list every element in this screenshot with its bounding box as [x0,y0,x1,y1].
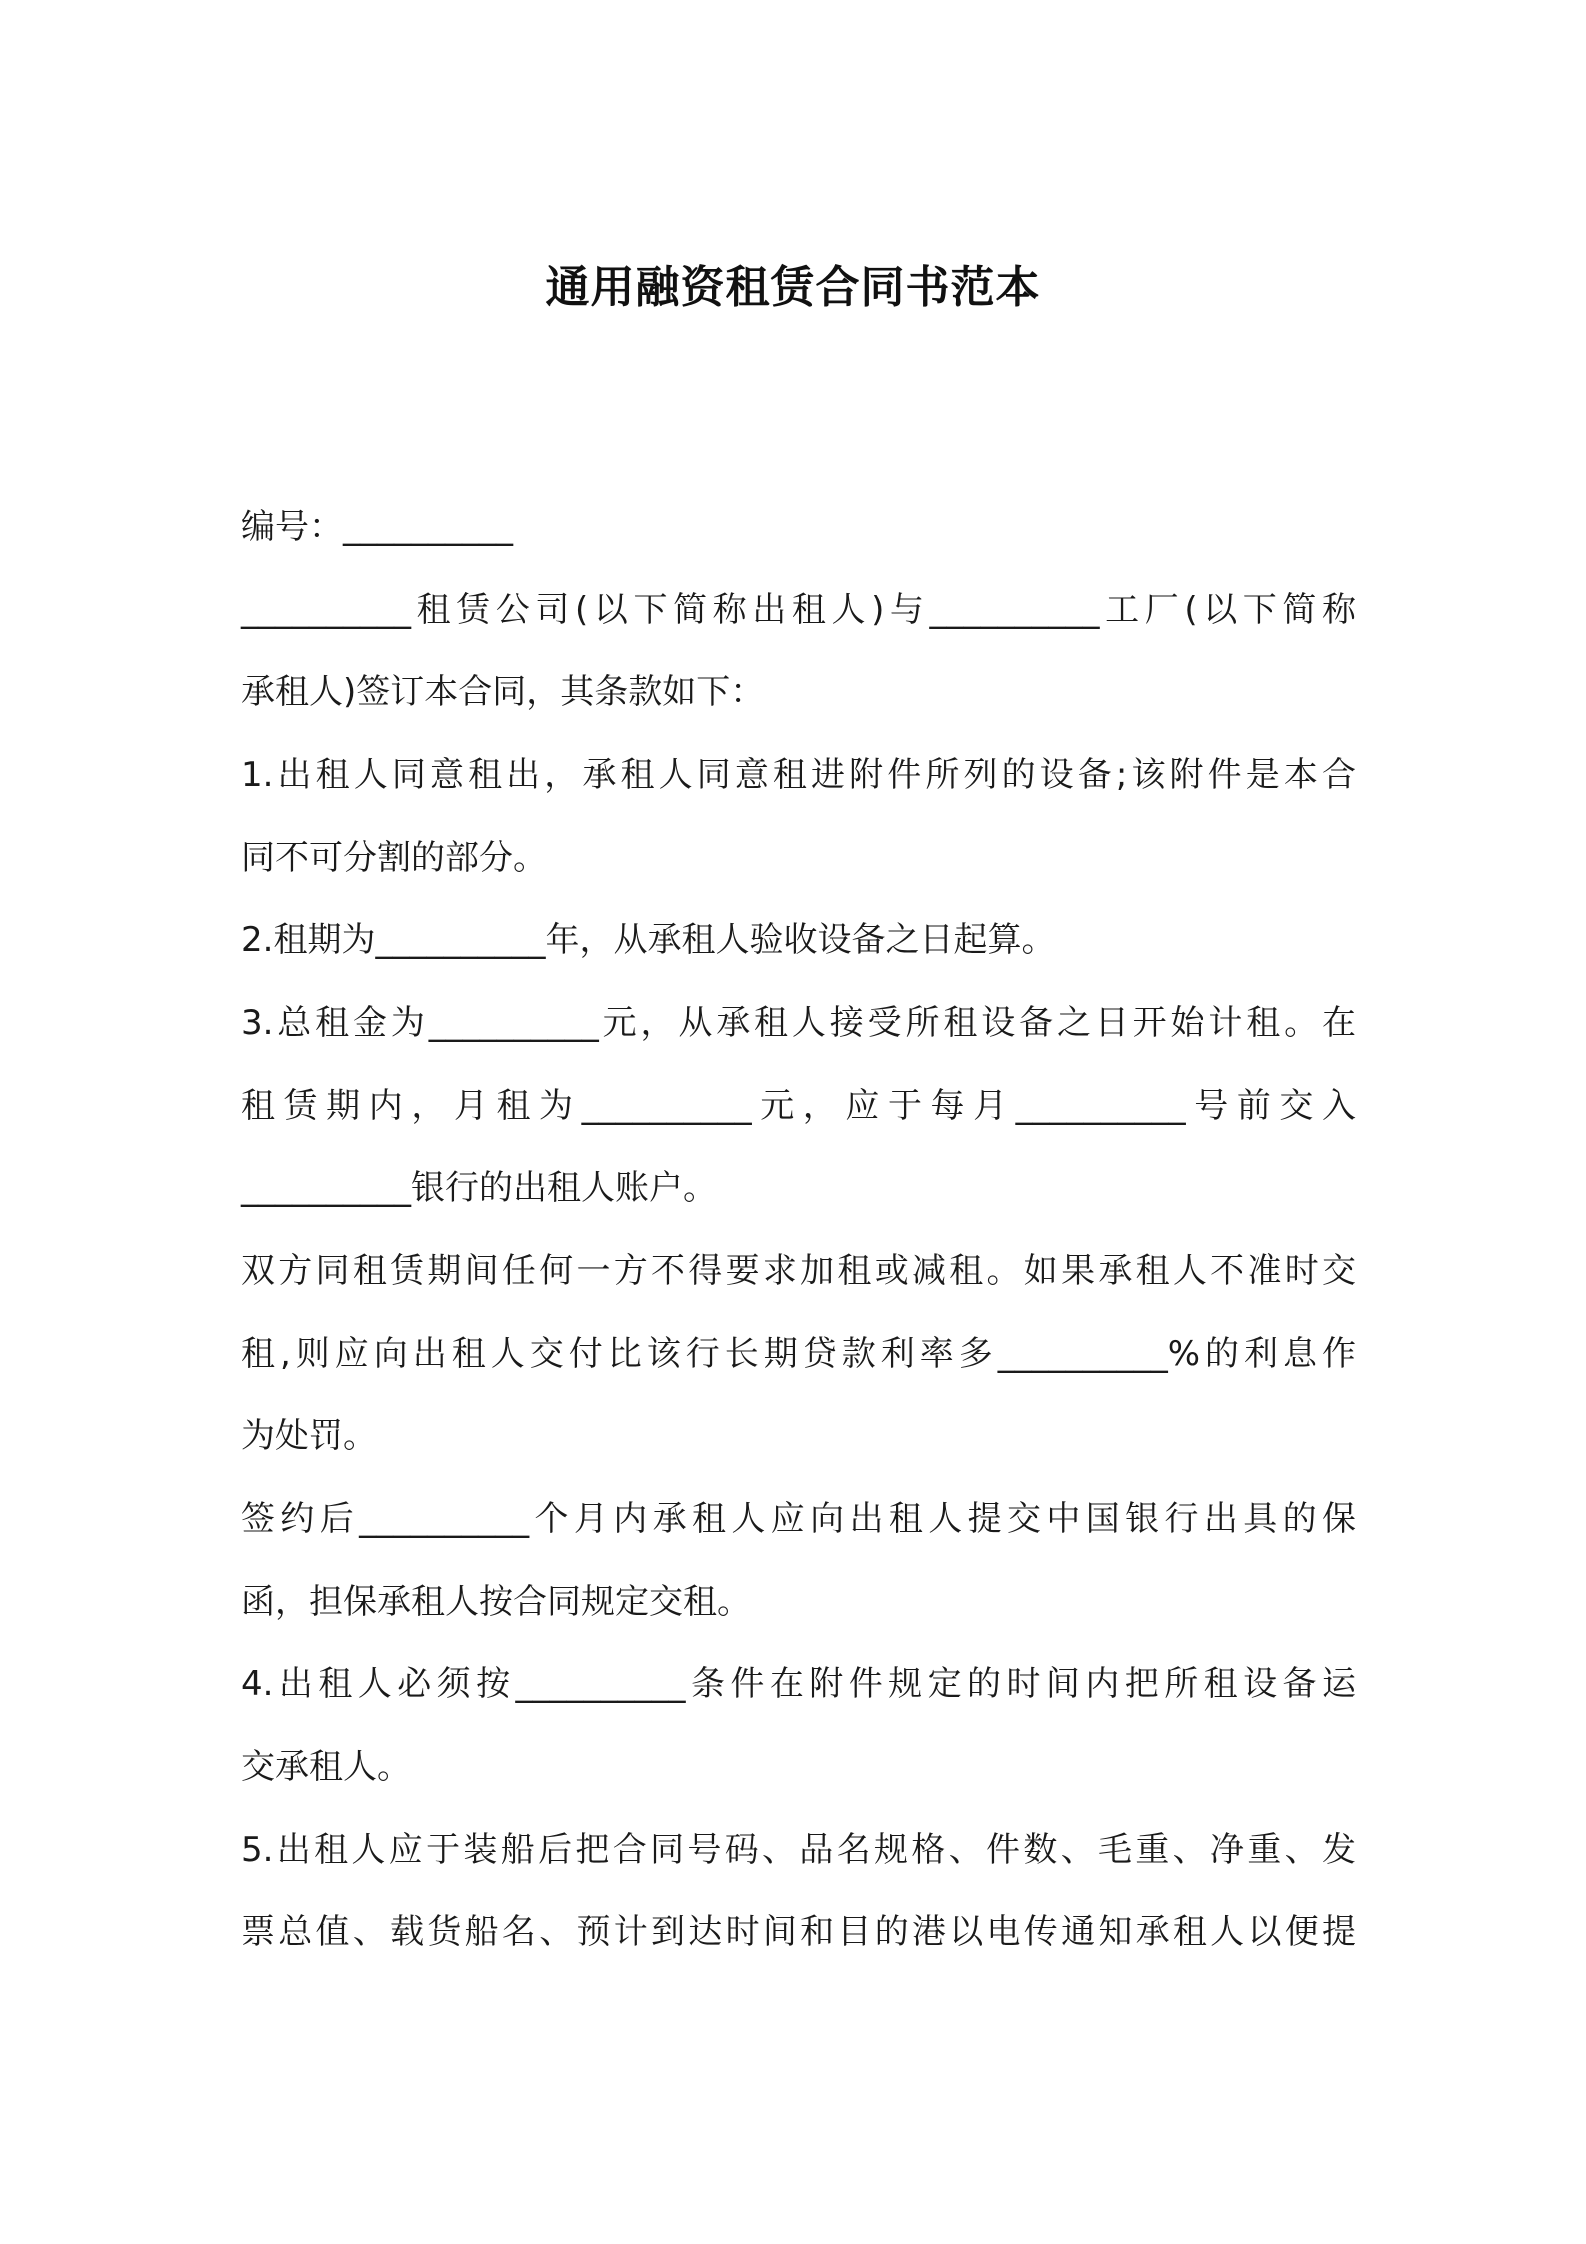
guarantee-line-2: 函，担保承租人按合同规定交租。 [241,1582,751,1622]
parties-line-2: 承租人)签订本合同，其条款如下： [241,672,765,712]
rent-adjustment-line-1: 双方同租赁期间任何一方不得要求加租或减租。如果承租人不准时交 [241,1251,1356,1291]
clause-2-line: 2.租期为__________年，从承租人验收设备之日起算。 [241,920,1056,960]
clause-1-line-1: 1.出租人同意租出，承租人同意租进附件所列的设备;该附件是本合 [241,755,1356,795]
clause-3-line-2: 租赁期内，月租为__________元，应于每月__________号前交入 [241,1086,1356,1126]
rent-adjustment-line-3: 为处罚。 [241,1416,377,1456]
clause-3-line-3: __________银行的出租人账户。 [241,1168,717,1208]
rent-adjustment-line-2: 租,则应向出租人交付比该行长期贷款利率多__________%的利息作 [241,1334,1356,1374]
clause-1-line-2: 同不可分割的部分。 [241,838,547,878]
parties-line-1: __________租赁公司(以下简称出租人)与__________工厂(以下简称 [241,590,1356,630]
contract-number-line: 编号：__________ [241,507,513,547]
clause-4-line-1: 4.出租人必须按__________条件在附件规定的时间内把所租设备运 [241,1664,1356,1704]
document-title: 通用融资租赁合同书范本 [545,262,1041,313]
clause-3-line-1: 3.总租金为__________元，从承租人接受所租设备之日开始计租。在 [241,1003,1356,1043]
guarantee-line-1: 签约后__________个月内承租人应向出租人提交中国银行出具的保 [241,1499,1356,1539]
clause-5-line-2: 票总值、载货船名、预计到达时间和目的港以电传通知承租人以便提 [241,1912,1356,1952]
clause-4-line-2: 交承租人。 [241,1747,411,1787]
clause-5-line-1: 5.出租人应于装船后把合同号码、品名规格、件数、毛重、净重、发 [241,1830,1356,1870]
